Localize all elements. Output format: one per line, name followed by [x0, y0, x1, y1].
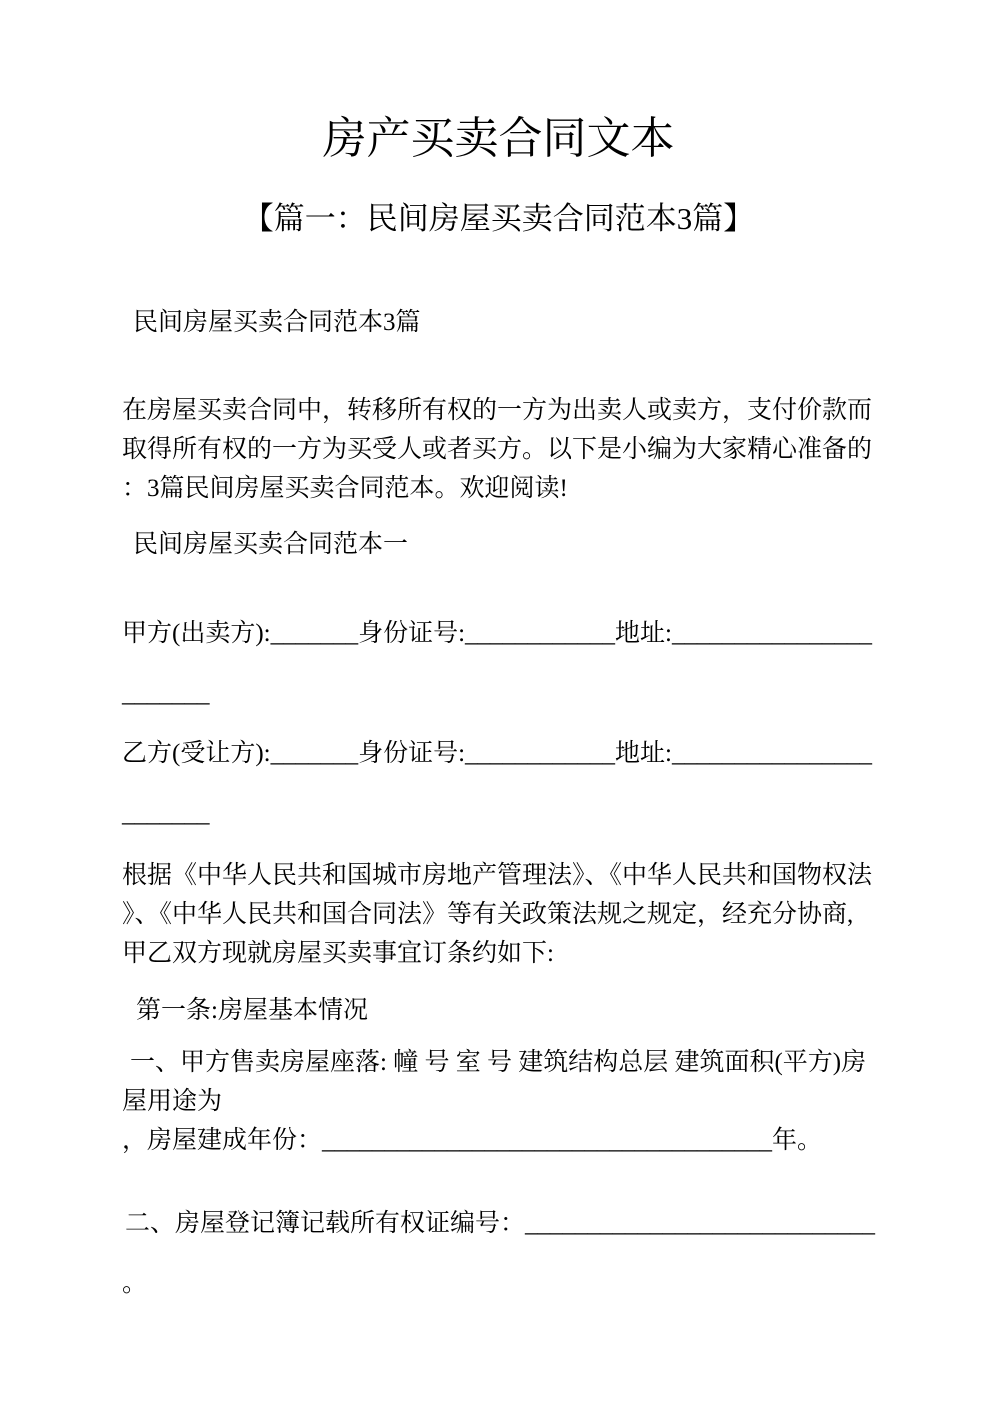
intro-paragraph: 在房屋买卖合同中，转移所有权的一方为出卖人或卖方，支付价款而取得所有权的一方为买受人或者买方。以下是小编为大家精心准备的：3篇民间房屋买卖合同范本。欢迎阅读! — [122, 397, 873, 502]
build-year-line: ，房屋建成年份：____________________________________年。 — [122, 1127, 823, 1154]
article-1-heading: 第一条:房屋基本情况 — [136, 997, 368, 1024]
heading-sample-set: 民间房屋买卖合同范本3篇 — [133, 309, 421, 336]
document-title: 房产买卖合同文本 — [322, 114, 675, 163]
legal-basis-paragraph: 根据《中华人民共和国城市房地产管理法》、《中华人民共和国物权法》、《中华人民共和国合同法》等有关政策法规之规定，经充分协商,甲乙双方现就房屋买卖事宜订条约如下: — [122, 862, 873, 967]
party-a-line: 甲方(出卖方):_______身份证号:____________地址:_______________________ — [122, 620, 872, 707]
article-1-item-1: 一、甲方售卖房屋座落: 幢 号 室 号 建筑结构总层 建筑面积(平方)房屋用途为 — [122, 1049, 867, 1115]
party-b-line: 乙方(受让方):_______身份证号:____________地址:_______________________ — [122, 740, 872, 827]
heading-sample-one: 民间房屋买卖合同范本一 — [133, 531, 409, 558]
article-1-item-2: 二、房屋登记簿记载所有权证编号：____________________________ — [125, 1210, 876, 1237]
section-one-subtitle: 【篇一：民间房屋买卖合同范本3篇】 — [242, 201, 755, 236]
trailing-period: 。 — [122, 1270, 148, 1297]
